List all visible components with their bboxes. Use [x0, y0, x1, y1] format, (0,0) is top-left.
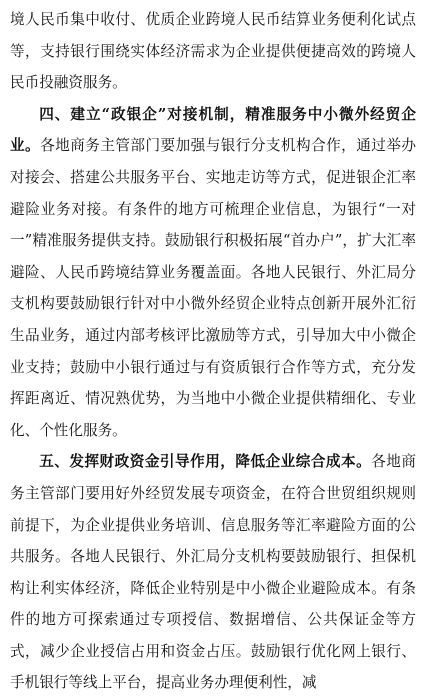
section-four-paragraph: [10, 99, 416, 447]
section-four-heading: 四、建立“政银企”对接机制，精准服务中小微外经贸企业。: [10, 105, 416, 155]
section-five-body: 各地商务主管部门要用好外经贸发展专项资金，在符合世贸组织规则前提下，为企业提供业务培训、信息服务等汇率避险方面的公共服务。各地人民银行、外汇局分支机构要鼓励银行、担保机构让利实体经济，降低企业特别是中小微企业避险成本。有条件的地方可探索通过专项授信、数据增信、公共保证金等方式，减少企业授信占用和资金占压。鼓励银行优化网上银行、手机银行等线上平台，提高业务办理便利性，减: [10, 453, 416, 692]
section-five-paragraph: [10, 446, 416, 699]
section-four-body: 各地商务主管部门要加强与银行分支机构合作，通过举办对接会、搭建公共服务平台、实地走访等方式，促进银企汇率避险业务对接。有条件的地方可梳理企业信息，为银行“一对一”精准服务提供支持。鼓励银行积极拓展“首办户”，扩大汇率避险、人民币跨境结算业务覆盖面。各地人民银行、外汇局分支机构要鼓励银行针对中小微外经贸企业特点创新开展外汇衍生品业务，通过内部考核评比激励等方式，引导加大中小微企业支持；鼓励中小银行通过与有资质银行合作等方式，充分发挥距离近、情况熟优势，为当地中小微企业提供精细化、专业化、个性化服务。: [10, 137, 416, 439]
section-five-heading: 五、发挥财政资金引导作用，降低企业综合成本。: [39, 453, 372, 471]
paragraph-continuation: [10, 4, 416, 99]
paragraph-body: 境人民币集中收付、优质企业跨境人民币结算业务便利化试点等，支持银行围绕实体经济需求为企业提供便捷高效的跨境人民币投融资服务。: [10, 11, 416, 92]
